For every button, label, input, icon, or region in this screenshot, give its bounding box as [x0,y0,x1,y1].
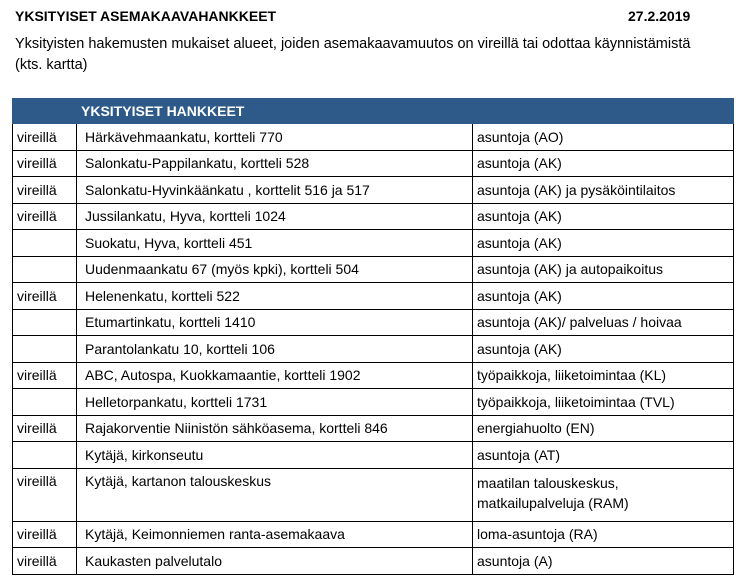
table-row [13,521,734,548]
project-name-cell: Jussilankatu, Hyva, kortteli 1024 [77,203,473,230]
table-row [13,415,734,442]
project-name-cell: Salonkatu-Hyvinkäänkatu , korttelit 516 ja 517 [77,177,473,204]
status-cell: vireillä [13,468,77,521]
status-cell: vireillä [13,150,77,177]
status-cell [13,442,77,469]
document-date: 27.2.2019 [628,8,691,24]
project-name-cell: Rajakorventie Niinistön sähköasema, kortteli 846 [77,415,473,442]
status-cell: vireillä [13,548,77,575]
table-row [13,362,734,389]
land-use-cell: maatilan talouskeskus, matkailupalveluja (RAM) [473,468,734,521]
project-name-cell: Helenenkatu, kortteli 522 [77,283,473,310]
status-cell: vireillä [13,415,77,442]
project-name-cell: Härkävehmaankatu, kortteli 770 [77,124,473,151]
status-cell: vireillä [13,203,77,230]
status-cell: vireillä [13,283,77,310]
table-header-row [13,99,734,124]
table-row [13,256,734,283]
project-name-cell: Helletorpankatu, kortteli 1731 [77,389,473,416]
project-name-cell: Kaukasten palvelutalo [77,548,473,575]
land-use-cell: asuntoja (AK) [473,283,734,310]
status-cell: vireillä [13,177,77,204]
land-use-cell: asuntoja (AK) [473,336,734,363]
table-row [13,468,734,521]
status-cell [13,309,77,336]
project-name-cell: Etumartinkatu, kortteli 1410 [77,309,473,336]
land-use-cell: työpaikkoja, liiketoimintaa (TVL) [473,389,734,416]
projects-table [12,98,734,575]
land-use-cell: asuntoja (AO) [473,124,734,151]
project-name-cell: Kytäjä, kartanon talouskeskus [77,468,473,521]
land-use-cell: asuntoja (AK) [473,150,734,177]
page-subtitle: Yksityisten hakemusten mukaiset alueet, joiden asemakaavamuutos on vireillä tai odottaa käynnistämistä (kts. kartta) [15,36,691,73]
table-row [13,177,734,204]
status-cell [13,230,77,257]
status-cell [13,256,77,283]
status-cell: vireillä [13,362,77,389]
land-use-cell: asuntoja (AK)/ palveluas / hoivaa [473,309,734,336]
land-use-cell: työpaikkoja, liiketoimintaa (KL) [473,362,734,389]
status-cell: vireillä [13,124,77,151]
table-row [13,336,734,363]
project-name-cell: Uudenmaankatu 67 (myös kpki), kortteli 504 [77,256,473,283]
table-row [13,389,734,416]
land-use-cell: asuntoja (A) [473,548,734,575]
table-row [13,548,734,575]
project-name-cell: Kytäjä, Keimonniemen ranta-asemakaava [77,521,473,548]
page-title: YKSITYISET ASEMAKAAVAHANKKEET [15,8,277,24]
project-name-cell: ABC, Autospa, Kuokkamaantie, kortteli 1902 [77,362,473,389]
table-row [13,203,734,230]
land-use-cell: asuntoja (AK) [473,230,734,257]
land-use-cell: asuntoja (AK) ja autopaikoitus [473,256,734,283]
table-row [13,150,734,177]
table-row [13,283,734,310]
project-name-cell: Kytäjä, kirkonseutu [77,442,473,469]
project-name-cell: Suokatu, Hyva, kortteli 451 [77,230,473,257]
table-header: YKSITYISET HANKKEET [13,99,734,124]
table-row [13,442,734,469]
land-use-cell: energiahuolto (EN) [473,415,734,442]
project-name-cell: Salonkatu-Pappilankatu, kortteli 528 [77,150,473,177]
status-cell [13,389,77,416]
land-use-cell: asuntoja (AT) [473,442,734,469]
status-cell: vireillä [13,521,77,548]
land-use-cell: loma-asuntoja (RA) [473,521,734,548]
table-row [13,124,734,151]
project-name-cell: Parantolankatu 10, kortteli 106 [77,336,473,363]
table-row [13,309,734,336]
land-use-cell: asuntoja (AK) [473,203,734,230]
table-row [13,230,734,257]
status-cell [13,336,77,363]
land-use-cell: asuntoja (AK) ja pysäköintilaitos [473,177,734,204]
